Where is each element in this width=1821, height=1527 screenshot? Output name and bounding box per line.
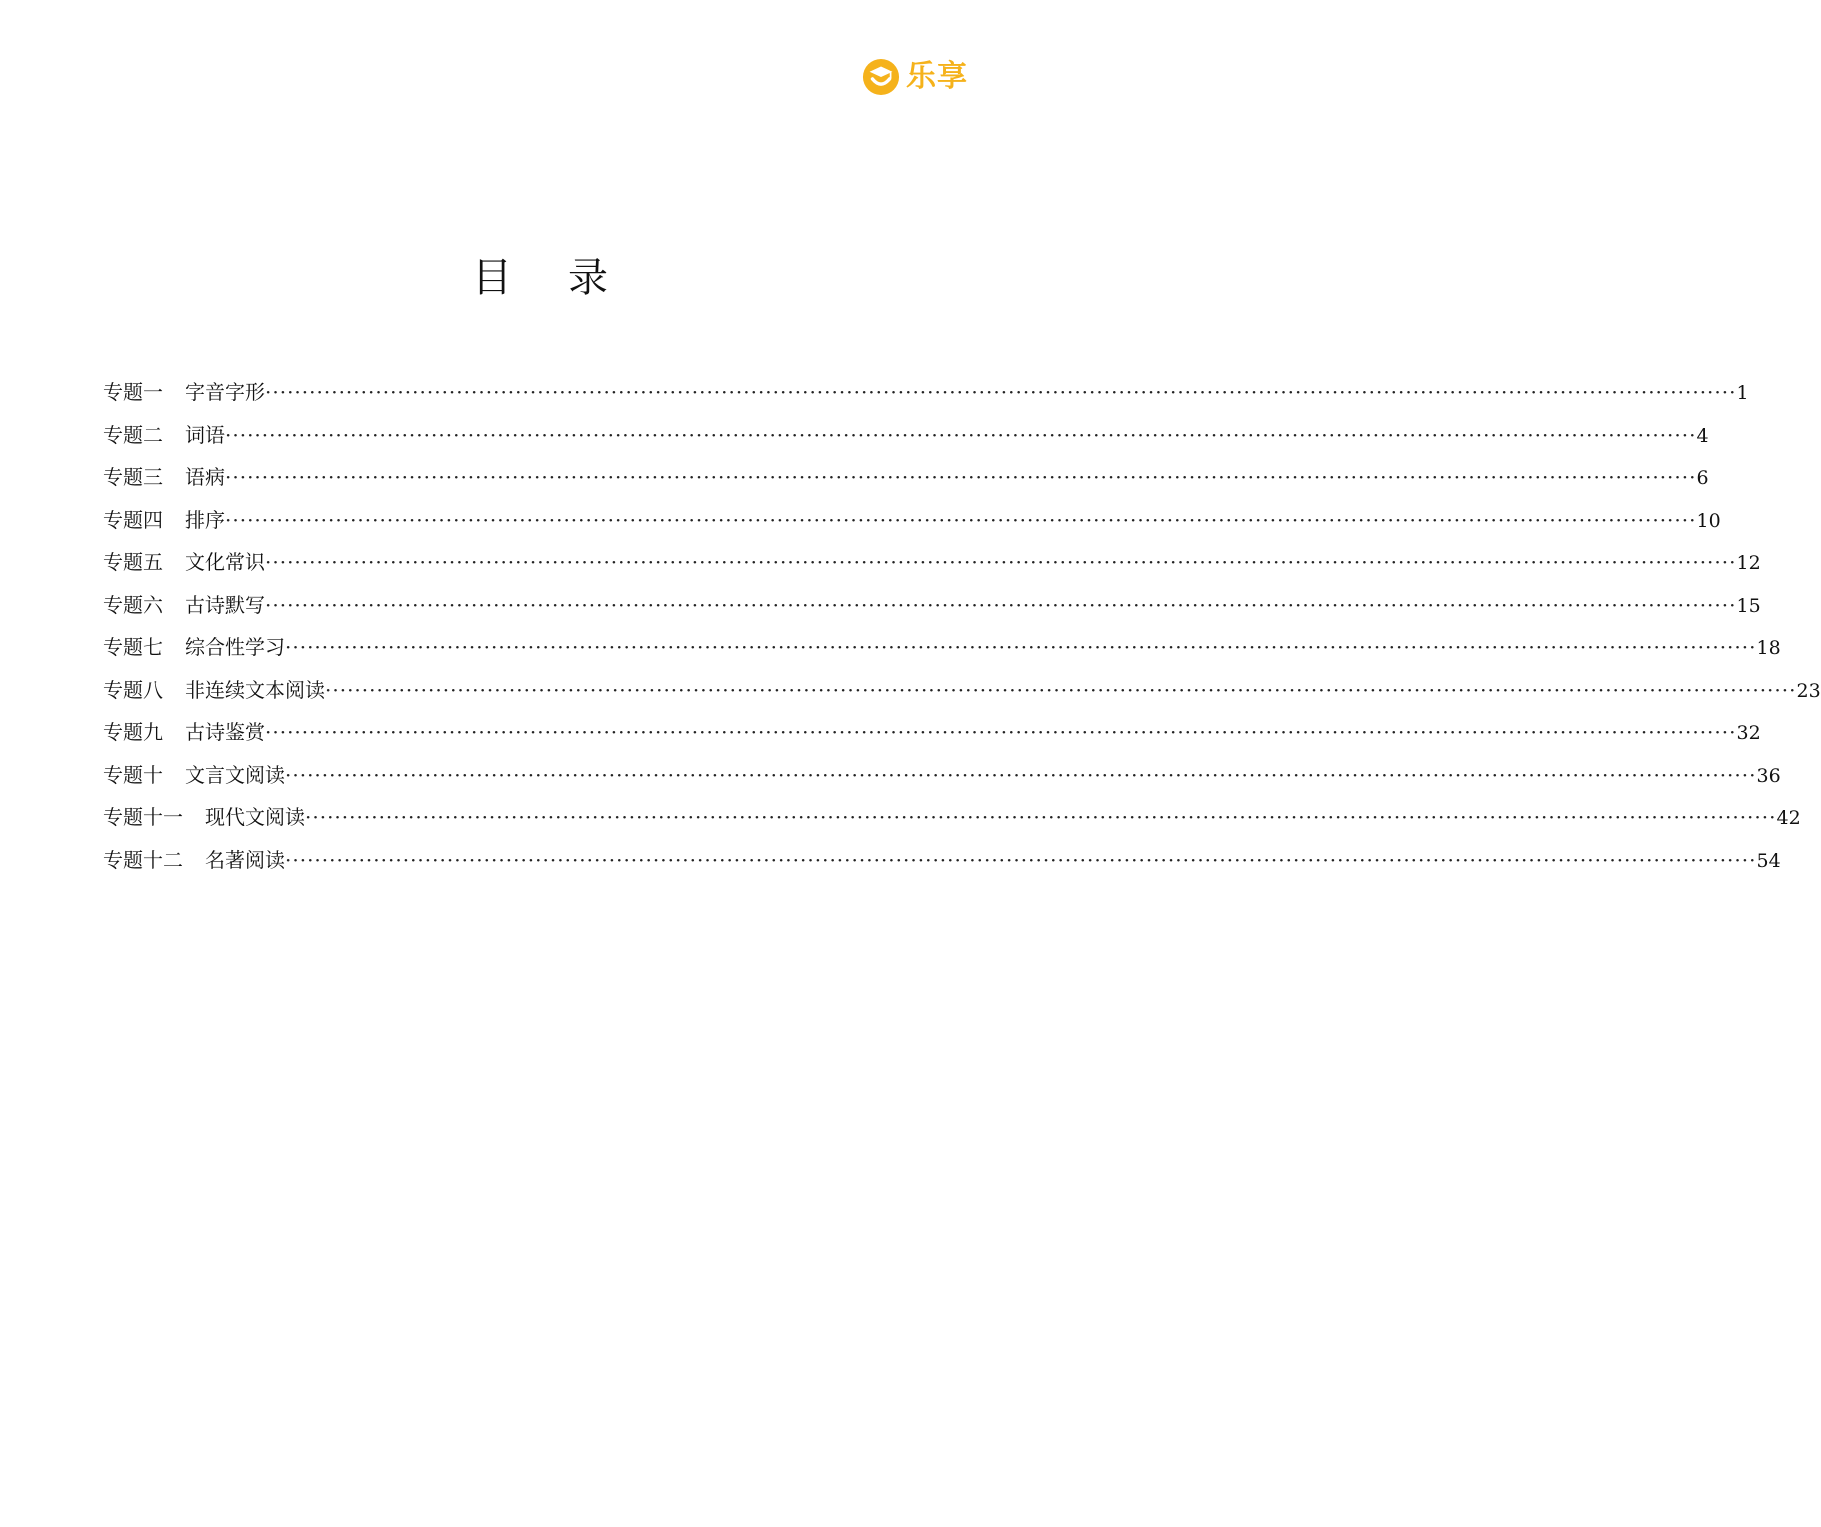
- toc-entry-page-number: 36: [1756, 764, 1781, 787]
- toc-dot-leader: ········································································································································································································: [285, 762, 1757, 787]
- toc-entry[interactable]: [103, 711, 1761, 754]
- graduation-cap-smile-icon: [862, 58, 900, 96]
- toc-entry-title: 排序: [185, 507, 225, 532]
- toc-entry-title: 现代文阅读: [205, 805, 305, 829]
- toc-entry-title: 名著阅读: [205, 847, 285, 872]
- toc-entry-page-number: 10: [1696, 509, 1721, 532]
- toc-dot-leader: ········································································································································································································: [265, 592, 1737, 617]
- toc-entry-number: 专题四: [103, 507, 163, 532]
- toc-entry-title: 字音字形: [185, 380, 265, 404]
- toc-entry[interactable]: [103, 839, 1781, 882]
- toc-entry-page-number: 1: [1736, 382, 1749, 404]
- table-of-contents: [103, 371, 1821, 881]
- toc-entry-page-number: 4: [1696, 424, 1709, 447]
- toc-entry[interactable]: [103, 371, 1749, 414]
- logo-text: 乐享: [906, 59, 968, 94]
- toc-entry-title: 古诗默写: [185, 592, 265, 617]
- toc-entry-page-number: 18: [1756, 637, 1781, 659]
- toc-dot-leader: ········································································································································································································: [285, 635, 1757, 659]
- toc-entry-page-number: 54: [1756, 849, 1781, 872]
- toc-entry[interactable]: [103, 669, 1821, 712]
- toc-entry[interactable]: [103, 499, 1721, 542]
- toc-entry-title: 非连续文本阅读: [185, 677, 325, 702]
- toc-entry[interactable]: [103, 796, 1801, 839]
- toc-entry-number: 专题十: [103, 762, 163, 787]
- toc-dot-leader: ········································································································································································································: [225, 422, 1697, 447]
- toc-entry-title: 文化常识: [185, 550, 265, 574]
- toc-entry[interactable]: [103, 414, 1709, 457]
- toc-entry-number: 专题七: [103, 635, 163, 659]
- toc-dot-leader: ········································································································································································································: [265, 550, 1737, 574]
- toc-dot-leader: ········································································································································································································: [225, 507, 1697, 532]
- toc-entry-title: 语病: [185, 465, 225, 489]
- toc-entry[interactable]: [103, 584, 1761, 627]
- toc-dot-leader: ········································································································································································································: [285, 847, 1757, 872]
- toc-entry-page-number: 32: [1736, 722, 1761, 744]
- toc-entry-number: 专题十二: [103, 847, 183, 872]
- toc-entry[interactable]: [103, 456, 1709, 499]
- toc-entry-number: 专题九: [103, 720, 163, 744]
- toc-entry-title: 古诗鉴赏: [185, 720, 265, 744]
- toc-entry-page-number: 23: [1796, 679, 1821, 702]
- toc-entry-page-number: 12: [1736, 552, 1761, 574]
- toc-entry-number: 专题一: [103, 380, 163, 404]
- toc-entry[interactable]: [103, 541, 1761, 584]
- toc-entry-title: 综合性学习: [185, 635, 285, 659]
- page-title: 目录: [472, 255, 664, 301]
- toc-entry-number: 专题五: [103, 550, 163, 574]
- toc-entry-number: 专题十一: [103, 805, 183, 829]
- toc-entry-page-number: 42: [1776, 807, 1801, 829]
- toc-entry-title: 词语: [185, 422, 225, 447]
- toc-dot-leader: ········································································································································································································: [225, 465, 1697, 489]
- toc-dot-leader: ········································································································································································································: [325, 677, 1797, 702]
- toc-entry-number: 专题六: [103, 592, 163, 617]
- toc-entry-number: 专题二: [103, 422, 163, 447]
- brand-logo: [862, 58, 968, 96]
- toc-entry-number: 专题三: [103, 465, 163, 489]
- toc-entry-page-number: 15: [1736, 594, 1761, 617]
- toc-entry-page-number: 6: [1696, 467, 1709, 489]
- toc-dot-leader: ········································································································································································································: [265, 720, 1737, 744]
- toc-entry-number: 专题八: [103, 677, 163, 702]
- toc-dot-leader: ········································································································································································································: [265, 380, 1737, 404]
- toc-entry[interactable]: [103, 754, 1781, 797]
- toc-entry-title: 文言文阅读: [185, 762, 285, 787]
- toc-entry[interactable]: [103, 626, 1781, 669]
- toc-dot-leader: ········································································································································································································: [305, 805, 1777, 829]
